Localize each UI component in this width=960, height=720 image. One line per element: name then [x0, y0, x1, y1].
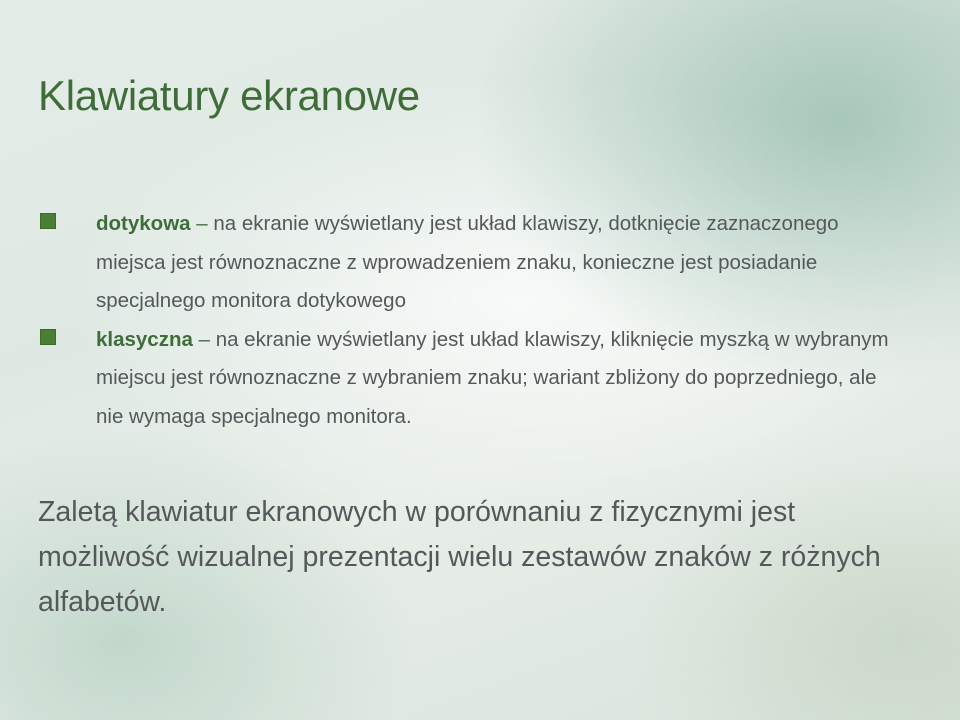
summary-paragraph: Zaletą klawiatur ekranowych w porównaniu z fizycznymi jest możliwość wizualnej prezentacji wielu zestawów znaków z różnych alfabetów.	[38, 496, 881, 618]
bullet-term: klasyczna	[96, 327, 193, 351]
bullet-dash: –	[196, 212, 208, 235]
bullet-item-dotykowa	[40, 205, 900, 321]
bullet-term: dotykowa	[96, 212, 191, 235]
slide-title: Klawiatury ekranowe	[38, 72, 420, 119]
bullet-list	[40, 205, 900, 436]
green-square-bullet-icon	[40, 329, 56, 345]
bullet-dash: –	[198, 327, 210, 351]
green-square-bullet-icon	[40, 213, 56, 229]
bullet-item-klasyczna	[40, 321, 900, 437]
bullet-text: na ekranie wyświetlany jest układ klawiszy, kliknięcie myszką w wybranym miejscu jest równoznaczne z wybraniem znaku; wariant zbliżony do poprzedniego, ale nie wymaga specjalnego monitora.	[96, 327, 889, 428]
bullet-text: na ekranie wyświetlany jest układ klawiszy, dotknięcie zaznaczonego miejsca jest równoznaczne z wprowadzeniem znaku, konieczne jest posiadanie specjalnego monitora dotykowego	[96, 212, 839, 312]
